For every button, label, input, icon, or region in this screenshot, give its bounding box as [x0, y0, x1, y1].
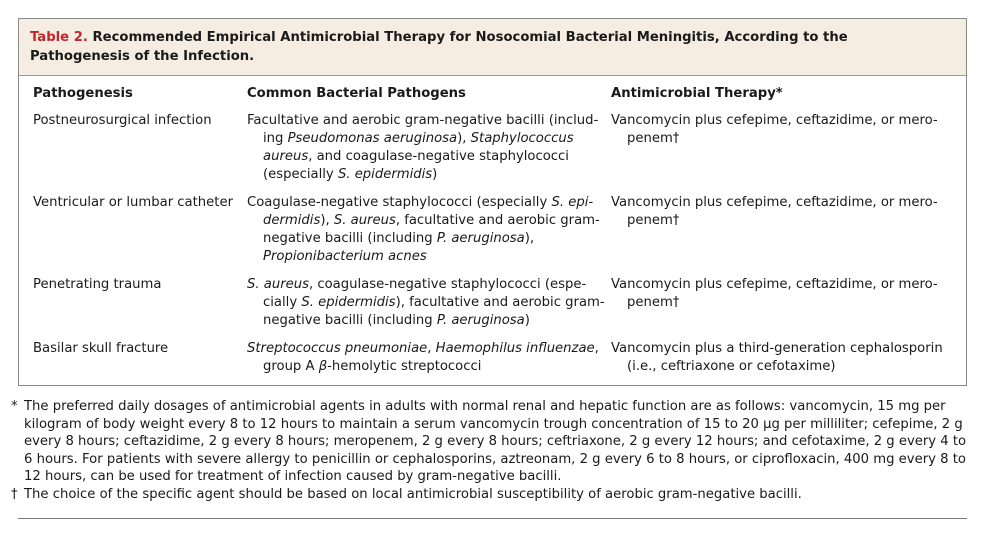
table-frame	[18, 18, 967, 386]
row-3-pathogenesis: Penetrating trauma	[33, 277, 162, 292]
row-3-therapy: Vancomycin plus cefepime, ceftazidime, or mero-penem†	[611, 277, 938, 310]
footnote-text: The preferred daily dosages of antimicrobial agents in adults with normal renal and hepatic function are as follows: vancomycin, 15 mg per kilogram of body weight every 8 to 12 hours to maintain a serum vancomycin trough concentration of 15 to 20 μg per milliliter; cefepime, 2 g every 8 hours; ceftazidime, 2 g every 8 hours; meropenem, 2 g every 8 hours; ceftriaxone, 2 g every 12 hours; and cefotaxime, 2 g every 4 to 6 hours. For patients with severe allergy to penicillin or cephalosporins, aztreonam, 2 g every 6 to 8 hours, or ciprofloxacin, 400 mg every 8 to 12 hours, can be used for treatment of infection caused by gram-negative bacilli.	[24, 399, 967, 484]
row-2-therapy: Vancomycin plus cefepime, ceftazidime, or mero-penem†	[611, 195, 938, 228]
header-therapy: Antimicrobial Therapy*	[611, 86, 783, 101]
footnote-mark: *	[11, 399, 18, 414]
caption-text	[30, 28, 930, 66]
footnote-asterisk	[11, 398, 969, 486]
table-label: Table 2.	[30, 30, 88, 45]
footnote-dagger	[11, 486, 969, 504]
row-4-pathogens: Streptococcus pneumoniae, Haemophilus influenzae, group A β-hemolytic streptococci	[247, 341, 599, 374]
footnote-mark: †	[11, 486, 18, 502]
footnotes	[11, 398, 969, 503]
row-2-pathogenesis: Ventricular or lumbar catheter	[33, 195, 233, 210]
row-4-pathogenesis: Basilar skull fracture	[33, 341, 169, 356]
table-title: Recommended Empirical Antimicrobial Therapy for Nosocomial Bacterial Meningitis, According to the Pathogenesis of the Infection.	[30, 30, 848, 64]
bottom-rule	[18, 518, 967, 519]
row-2-pathogens: Coagulase-negative staphylococci (especially S. epi-dermidis), S. aureus, facultative and aerobic gram-negative bacilli (including P. aeruginosa), Propionibacterium acnes	[247, 195, 600, 264]
header-pathogenesis: Pathogenesis	[33, 86, 133, 101]
row-1-pathogens: Facultative and aerobic gram-negative bacilli (includ-ing Pseudomonas aeruginosa), Staphylococcus aureus, and coagulase-negative staphylococci (especially S. epidermidis)	[247, 113, 599, 182]
table-caption	[19, 19, 966, 76]
row-3-pathogens: S. aureus, coagulase-negative staphylococci (espe-cially S. epidermidis), facultative and aerobic gram-negative bacilli (including P. aeruginosa)	[247, 277, 605, 328]
row-1-pathogenesis: Postneurosurgical infection	[33, 113, 212, 128]
footnote-text: The choice of the specific agent should be based on local antimicrobial susceptibility of aerobic gram-negative bacilli.	[24, 486, 802, 502]
row-1-therapy: Vancomycin plus cefepime, ceftazidime, or mero-penem†	[611, 113, 938, 146]
header-pathogens: Common Bacterial Pathogens	[247, 86, 466, 101]
row-4-therapy: Vancomycin plus a third-generation cephalosporin (i.e., ceftriaxone or cefotaxime)	[611, 341, 943, 374]
